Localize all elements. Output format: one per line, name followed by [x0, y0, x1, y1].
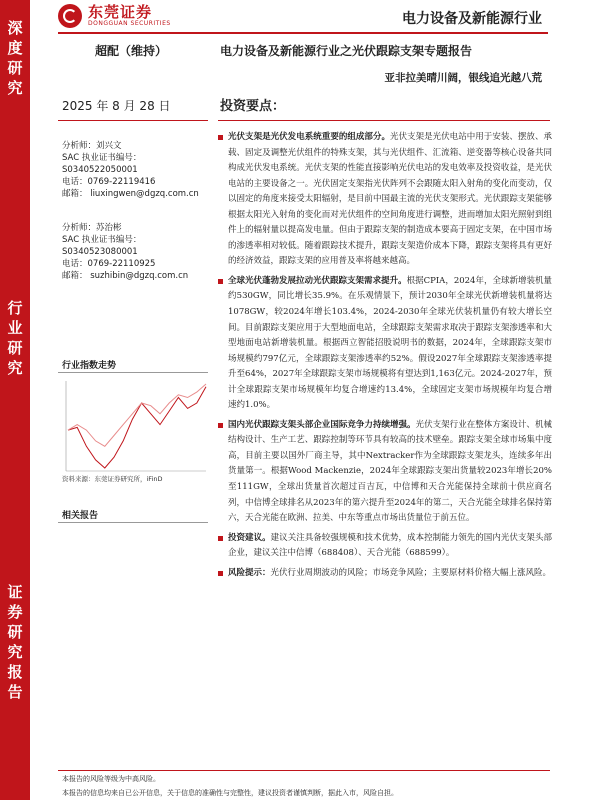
key-point-lead: 光伏支架是光伏发电系统重要的组成部分。: [228, 132, 390, 142]
sidebar-label-securities-report: 证 券 研 究 报 告: [7, 583, 23, 701]
sidebar-label-deep-research: 深 度 研 究: [7, 19, 23, 97]
key-points-title: 投资要点：: [220, 99, 286, 114]
key-point: [218, 531, 552, 562]
key-point: [218, 130, 552, 270]
key-point-text: 建议关注具备较强规模和技术优势，成本控制能力领先的国内光伏支架头部企业，建议关注中信博（688408）、天合光能（688599）。: [228, 532, 552, 559]
logo-icon: [58, 4, 82, 28]
footer-risk-level: 本报告的风险等级为中高风险。: [62, 775, 160, 783]
sidebar-label-industry-research: 行 业 研 究: [7, 299, 23, 377]
key-point-lead: 风险提示：: [228, 567, 271, 578]
key-point: [218, 274, 552, 414]
date-divider: [58, 120, 208, 121]
key-point: [218, 566, 552, 582]
report-date: 2025 年 8 月 28 日: [62, 99, 171, 113]
analyst-card: [62, 222, 188, 282]
analyst-sac-number: S0340523080001: [62, 247, 138, 257]
analyst-sac-number: S0340522050001: [62, 165, 138, 175]
industry-header: 电力设备及新能源行业: [402, 11, 542, 27]
analyst-sac-label: SAC 执业证书编号：: [62, 235, 142, 245]
chart-divider: [58, 372, 208, 373]
analyst-phone: 电话：0769-22119416: [62, 177, 156, 187]
bullet-icon: [218, 135, 223, 140]
key-point-text: 根据CPIA，2024年，全球新增装机量约530GW，同比增长35.9%。在乐观情景下，预计2030年全球光伏新增装机量将达1078GW，较2024年增长103.4%，2024-2030年全球光伏装机量仍有较大增长空间。目前跟踪支架应用于大型地面电站，全球跟踪支架需求取决于跟踪支架渗透率和大型地面电站新增装机量。根据西立智能招股说明书的数据，2024年，全球跟踪支架市场规模约797亿元，全球跟踪支架渗透率约52%。假设2027年全球跟踪支架渗透率提升至64%，2027年全球跟踪支架市场规模将有望达到1,163亿元。2024-2027年，预计全球跟踪支架市场规模年均复合增速约13.4%，全球固定支架市场规模年均复合增速约1.0%。: [228, 275, 552, 411]
related-reports-divider: [58, 522, 208, 523]
key-point-lead: 国内光伏跟踪支架头部企业国际竞争力持续增强。: [228, 419, 416, 430]
industry-index-chart: [62, 376, 210, 476]
footer-disclaimer: 本报告的信息均来自已公开信息，关于信息的准确性与完整性，建议投资者谨慎判断，据此入市，风险自担。: [62, 789, 398, 797]
key-points-divider: [218, 120, 550, 121]
sidebar: [0, 0, 30, 800]
header-divider: [58, 32, 548, 34]
bullet-icon: [218, 423, 223, 428]
report-subtitle: 亚非拉美晴川阔，银线追光越八荒: [384, 72, 542, 84]
analyst-name: 分析师：刘兴文: [62, 141, 122, 151]
chart-series-line: [68, 384, 206, 446]
report-title: 电力设备及新能源行业之光伏跟踪支架专题报告: [220, 44, 473, 58]
footer-divider: [58, 770, 550, 771]
key-point: [218, 418, 552, 527]
chart-series-line: [68, 387, 206, 468]
bullet-icon: [218, 571, 223, 576]
logo-name-cn: 东莞证券: [88, 3, 153, 21]
key-point-lead: 全球光伏蓬勃发展拉动光伏跟踪支架需求提升。: [228, 275, 407, 286]
chart-title: 行业指数走势: [62, 361, 117, 371]
analyst-card: [62, 140, 199, 200]
key-points-body: [218, 130, 552, 585]
bullet-icon: [218, 279, 223, 284]
analyst-email[interactable]: 邮箱： liuxingwen@dgzq.com.cn: [62, 189, 199, 199]
analyst-sac-label: SAC 执业证书编号：: [62, 153, 142, 163]
key-point-text: 光伏支架行业在整体方案设计、机械结构设计、生产工艺、跟踪控制等环节具有较高的技术壁垒。跟踪支架全球市场集中度高，目前主要以国外厂商主导，其中Nextracker作为全球跟踪支架龙头，连续多年出货量第一。根据Wood Mackenzie，2024年全球跟踪支架出货量较2023年增长20%至111GW，全球出货量首次超过百吉瓦，中信博和天合光能保持全球前十供应商名列，中信博全球排名从2023年的第六提升至2024年的第二，天合光能全球排名保持第六，天合光能在欧洲、拉美、中东等重点市场出货量位于前五位。: [228, 419, 552, 524]
key-point-lead: 投资建议。: [228, 532, 271, 543]
company-logo: [58, 4, 171, 28]
analyst-phone: 电话：0769-22110925: [62, 259, 156, 269]
rating: 超配（维持）: [95, 44, 168, 58]
key-point-text: 光伏支架是光伏电站中用于安装、摆放、承载、固定及调整光伏组件的特殊支架，其与光伏组件、汇流箱、逆变器等核心设备共同构成光伏发电系统。光伏支架的性能直接影响光伏电站的发电效率及投资收益，是光伏电站的主要设备之一。光伏固定支架指光伏阵列不会跟随太阳入射角的变化而变动，仅以固定的角度来接受太阳辐射，是目前中国最主流的光伏支架形式。光伏跟踪支架能够根据太阳光入射角的变化而对光伏组件的空间角度进行调整，进而增加太阳光照射到组件上的辐射量以提高发电量。但由于跟踪支架的制造成本要高于固定支架，在中国市场的渗透率相对较低。随着跟踪技术提升，跟踪支架造价成本下降，跟踪支架将具有更好的经济效益，跟踪支架的应用普及率将越来越高。: [228, 132, 552, 267]
logo-name-en: DONGGUAN SECURITIES: [88, 20, 171, 27]
chart-source: 资料来源：东莞证券研究所，iFinD: [62, 475, 163, 483]
analyst-email[interactable]: 邮箱： suzhibin@dgzq.com.cn: [62, 271, 189, 281]
related-reports-title: 相关报告: [62, 511, 99, 521]
key-point-text: 光伏行业周期波动的风险；市场竞争风险；主要原材料价格大幅上涨风险。: [270, 567, 552, 578]
analyst-name: 分析师：苏治彬: [62, 223, 122, 233]
bullet-icon: [218, 536, 223, 541]
